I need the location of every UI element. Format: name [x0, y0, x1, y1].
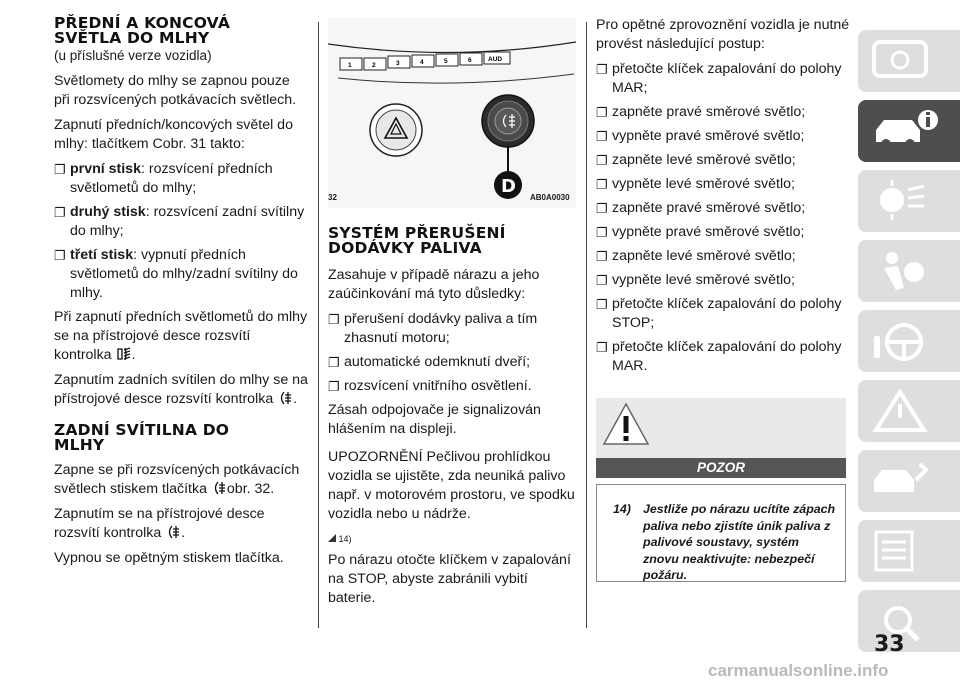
- preset-button-label: AUD: [488, 56, 503, 63]
- paragraph: Při zapnutí předních světlometů do mlhy se na přístrojové desce rozsvítí kontrolka .: [54, 309, 308, 363]
- list-item: ❐ automatické odemknutí dveří;: [328, 354, 531, 370]
- reference-marker-icon: [328, 534, 336, 542]
- tab-service[interactable]: [858, 450, 960, 512]
- tab-dashboard[interactable]: [858, 30, 960, 92]
- steering-wheel-icon: [870, 318, 930, 364]
- figure-code: AB0A0030: [530, 193, 570, 202]
- checkbox-bullet-icon: ❐: [54, 205, 66, 220]
- warning-triangle-icon: [596, 398, 846, 458]
- rear-fog-light-icon: [165, 525, 181, 539]
- checkbox-bullet-icon: ❐: [596, 153, 608, 168]
- preset-button-label: 5: [444, 58, 448, 65]
- hazard-button-illustration: [370, 104, 422, 156]
- list-item: ❐ vypněte pravé směrové světlo;: [596, 128, 805, 144]
- rear-fog-light-icon: [277, 391, 293, 405]
- left-column: [54, 16, 308, 574]
- warning-panel: [596, 398, 846, 458]
- list-item: ❐ přetočte klíček zapalování do polohy MAR;: [596, 61, 842, 96]
- dashboard-icon: [870, 38, 930, 84]
- checkbox-bullet-icon: ❐: [54, 162, 66, 177]
- list-item: ❐ vypněte levé směrové světlo;: [596, 272, 795, 288]
- checkbox-bullet-icon: ❐: [328, 355, 340, 370]
- preset-button-label: 3: [396, 60, 400, 67]
- chapter-tabs: [858, 30, 960, 660]
- list-item: ❐ vypněte levé směrové světlo;: [596, 176, 795, 192]
- checkbox-bullet-icon: ❐: [596, 201, 608, 216]
- preset-button-label: 2: [372, 62, 376, 69]
- checkbox-bullet-icon: ❐: [596, 105, 608, 120]
- tab-steering[interactable]: [858, 310, 960, 372]
- tab-car-info[interactable]: [858, 100, 960, 162]
- list-item: ❐ první stisk: rozsvícení předních světlometů do mlhy;: [54, 161, 273, 196]
- warning-title: POZOR: [596, 458, 846, 478]
- list-item: ❐ třetí stisk: vypnutí předních světlometů do mlhy/zadní svítilny do mlhy.: [54, 247, 298, 301]
- paragraph: Po nárazu otočte klíčkem v zapalování na STOP, abyste zabránili vybití baterie.: [328, 552, 571, 606]
- front-fog-light-icon: [116, 347, 132, 361]
- list-item: ❐ zapněte pravé směrové světlo;: [596, 200, 806, 216]
- paragraph: Zapnutí předních/koncových světel do mlhy: tlačítkem Cobr. 31 takto:: [54, 117, 293, 152]
- checkbox-bullet-icon: ❐: [596, 273, 608, 288]
- paragraph: Zasahuje v případě nárazu a jeho zaúčinkování má tyto důsledky:: [328, 267, 540, 302]
- checkbox-bullet-icon: ❐: [54, 248, 66, 263]
- checkbox-bullet-icon: ❐: [596, 177, 608, 192]
- figure-number: 32: [328, 193, 337, 202]
- list-item: ❐ přetočte klíček zapalování do polohy STOP;: [596, 296, 842, 331]
- paragraph: Zapnutím zadních svítilen do mlhy se na přístrojové desce rozsvítí kontrolka .: [54, 372, 308, 407]
- list-item: ❐ přerušení dodávky paliva a tím zhasnutí motoru;: [328, 311, 538, 346]
- paragraph: Zapnutím se na přístrojové desce rozsvítí kontrolka .: [54, 506, 265, 541]
- tab-emergency[interactable]: [858, 380, 960, 442]
- dashboard-illustration: [328, 18, 576, 208]
- warning-triangle-icon: [870, 388, 930, 434]
- list-item: ❐ zapněte levé směrové světlo;: [596, 152, 796, 168]
- middle-column: [328, 226, 578, 614]
- preset-button-label: 4: [420, 59, 424, 66]
- checkbox-bullet-icon: ❐: [596, 62, 608, 77]
- car-info-icon: [870, 108, 940, 154]
- reference-note: 14): [328, 530, 578, 549]
- tab-lights[interactable]: [858, 170, 960, 232]
- warning-number: 14): [613, 502, 631, 516]
- paragraph: Pro opětné zprovoznění vozidla je nutné provést následující postup:: [596, 17, 850, 52]
- callout-letter: D: [501, 176, 516, 197]
- checkbox-bullet-icon: ❐: [596, 297, 608, 312]
- paragraph: Zapne se při rozsvícených potkávacích světlech stiskem tlačítka obr. 32.: [54, 462, 300, 497]
- tab-safety[interactable]: [858, 240, 960, 302]
- checkbox-bullet-icon: ❐: [328, 312, 340, 327]
- right-column: [596, 16, 850, 381]
- section-heading-rear-fog: ZADNÍ SVÍTILNA DO MLHY: [54, 421, 230, 454]
- list-item: ❐ zapněte pravé směrové světlo;: [596, 104, 806, 120]
- checkbox-bullet-icon: ❐: [596, 340, 608, 355]
- procedure-list: [596, 60, 850, 376]
- rear-fog-light-icon: [211, 481, 227, 495]
- specifications-icon: [870, 528, 930, 574]
- list-item: ❐ přetočte klíček zapalování do polohy MAR.: [596, 339, 842, 374]
- checkbox-bullet-icon: ❐: [328, 379, 340, 394]
- page-number: 33: [874, 632, 905, 657]
- fog-light-button-illustration: [482, 95, 534, 147]
- checkbox-bullet-icon: ❐: [596, 225, 608, 240]
- paragraph: Zásah odpojovače je signalizován hlášením na displeji.: [328, 402, 541, 437]
- paragraph: Vypnou se opětným stiskem tlačítka.: [54, 550, 284, 566]
- list-item: ❐ zapněte levé směrové světlo;: [596, 248, 796, 264]
- section-heading-fuel-cutoff: SYSTÉM PŘERUŠENÍ DODÁVKY PALIVA: [328, 224, 506, 257]
- list-item: ❐ rozsvícení vnitřního osvětlení.: [328, 378, 532, 394]
- paragraph: UPOZORNĚNÍ Pečlivou prohlídkou vozidla se ujistěte, zda neuniká palivo např. v motorovém prostoru, ve spodku vozidla nebo u nádrže.: [328, 449, 575, 522]
- safety-icon: [870, 248, 930, 294]
- preset-button-label: 1: [348, 62, 352, 69]
- tab-specifications[interactable]: [858, 520, 960, 582]
- checkbox-bullet-icon: ❐: [596, 129, 608, 144]
- preset-button-label: 6: [468, 57, 472, 64]
- checkbox-bullet-icon: ❐: [596, 249, 608, 264]
- warning-box: [596, 484, 846, 582]
- list-item: ❐ druhý stisk: rozsvícení zadní svítilny do mlhy;: [54, 204, 305, 239]
- column-divider: [318, 22, 319, 628]
- paragraph: Světlomety do mlhy se zapnou pouze při rozsvícených potkávacích světlech.: [54, 73, 297, 108]
- figure-fog-button: [328, 18, 576, 208]
- section-subtitle: (u příslušné verze vozidla): [54, 48, 212, 63]
- column-divider: [586, 22, 587, 628]
- car-service-icon: [870, 458, 930, 504]
- watermark: carmanualsonline.info: [708, 661, 889, 680]
- list-item: ❐ vypněte pravé směrové světlo;: [596, 224, 805, 240]
- section-heading-fog-lights: PŘEDNÍ A KONCOVÁ SVĚTLA DO MLHY: [54, 14, 231, 47]
- warning-text: Jestliže po nárazu ucítíte zápach paliva nebo zjistíte únik paliva z palivové soustavy, systém znovu neaktivujte: nebezpečí požáru.: [643, 502, 836, 582]
- lights-icon: [870, 178, 930, 224]
